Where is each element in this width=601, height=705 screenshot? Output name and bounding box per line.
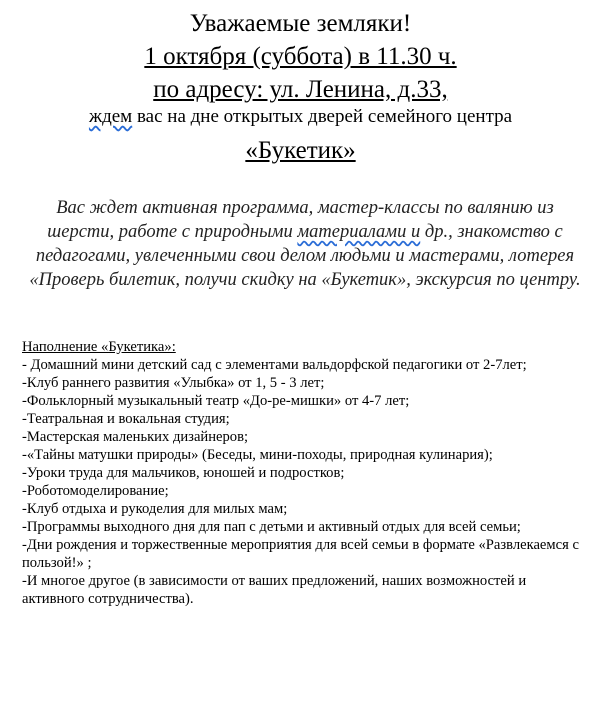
invite-word: ждем bbox=[88, 106, 133, 127]
list-item: -Театральная и вокальная студия; bbox=[22, 411, 230, 427]
list-item: - Домашний мини детский сад с элементами вальдорфской педагогики от 2-7лет; bbox=[22, 357, 527, 373]
list-item: -«Тайны матушки природы» (Беседы, мини-походы, природная кулинария); bbox=[22, 447, 493, 463]
header bbox=[0, 8, 601, 167]
event-address bbox=[0, 74, 601, 105]
greeting: Уважаемые земляки! bbox=[189, 10, 412, 37]
services-list-title: Наполнение «Букетика»: bbox=[22, 339, 176, 355]
intro-wavy-1: материалами и bbox=[297, 222, 421, 242]
list-item: -Мастерская маленьких дизайнеров; bbox=[22, 429, 249, 445]
invite-line bbox=[0, 105, 601, 129]
center-name: «Букетик» bbox=[245, 137, 356, 164]
intro-part-2: др., знакомство с педагогами, увлеченными свои делом людьми и мастерами, лотерея «Проверь билетик, получи скидку на «Букетик», экскурсия по центру. bbox=[29, 222, 581, 290]
list-item: -И многое другое (в зависимости от ваших предложений, наших возможностей и активного сотрудничества). bbox=[22, 573, 527, 607]
invite-rest: вас на дне открытых дверей семейного центра bbox=[132, 106, 513, 127]
list-item: -Клуб отдыха и рукоделия для милых мам; bbox=[22, 501, 288, 517]
list-item: -Роботомоделирование; bbox=[22, 483, 169, 499]
list-item: -Программы выходного дня для пап с детьми и активный отдых для всей семьи; bbox=[22, 519, 521, 535]
event-address-text: по адресу: ул. Ленина, д.33, bbox=[153, 76, 448, 103]
list-item: -Фольклорный музыкальный театр «До-ре-мишки» от 4-7 лет; bbox=[22, 393, 410, 409]
event-date: 1 октября (суббота) в 11.30 ч. bbox=[144, 43, 457, 70]
list-item: -Клуб раннего развития «Улыбка» от 1, 5 - 3 лет; bbox=[22, 375, 325, 391]
intro-paragraph bbox=[24, 196, 586, 292]
list-item: -Дни рождения и торжественные мероприятия для всей семьи в формате «Развлекаемся с пользой!» ; bbox=[22, 537, 579, 571]
intro-part-1: Вас ждет активная программа, мастер-классы по валянию из шерсти, работе с природными bbox=[47, 198, 554, 242]
list-item: -Уроки труда для мальчиков, юношей и подростков; bbox=[22, 465, 345, 481]
services-list bbox=[22, 338, 587, 608]
